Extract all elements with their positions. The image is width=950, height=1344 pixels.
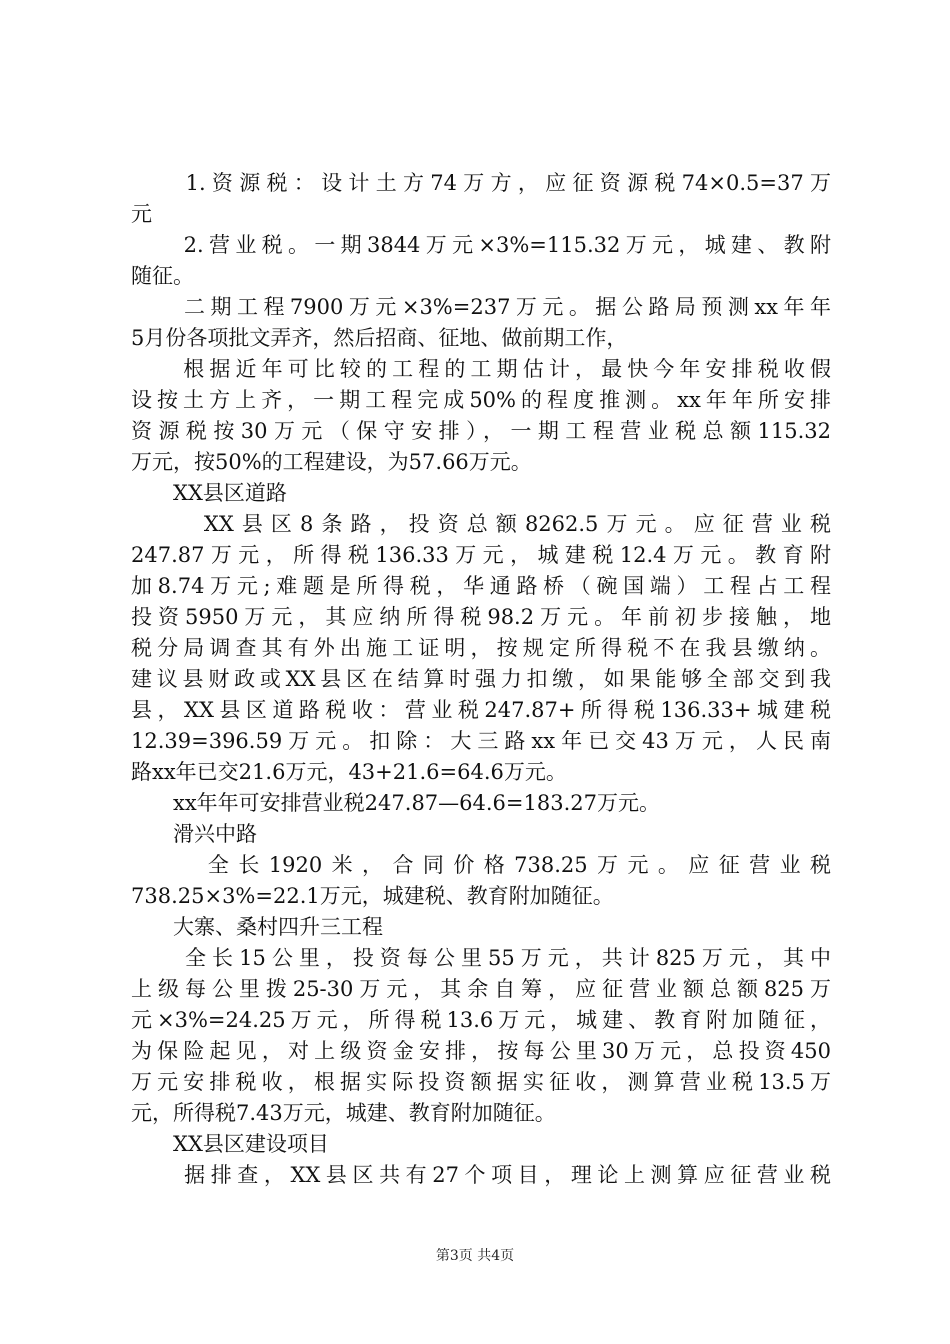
- text-line: 建议县财政或XX县区在结算时强力扣缴，如果能够全部交到我: [131, 667, 831, 691]
- text-line: 税分局调查其有外出施工证明，按规定所得税不在我县缴纳。: [131, 636, 831, 660]
- text-line: 资源税按30万元（保守安排），一期工程营业税总额115.32: [131, 419, 831, 443]
- document-body: [131, 168, 831, 1191]
- text-line: 元×3%=24.25万元，所得税13.6万元，城建、教育附加随征，: [131, 1008, 831, 1032]
- text-line: 1.资源税：设计土方74万方，应征资源税74×0.5=37万: [131, 171, 831, 195]
- text-line: 据排查，XX县区共有27个项目，理论上测算应征营业税: [131, 1163, 831, 1187]
- text-line: 全长15公里，投资每公里55万元，共计825万元，其中: [131, 946, 831, 970]
- text-line: 滑兴中路: [131, 822, 257, 846]
- text-line: 随征。: [131, 264, 194, 288]
- text-line: 投资5950万元，其应纳所得税98.2万元。年前初步接触，地: [131, 605, 831, 629]
- text-line: 元，所得税7.43万元，城建、教育附加随征。: [131, 1101, 556, 1125]
- text-line: 万元，按50%的工程建设，为57.66万元。: [131, 450, 532, 474]
- text-line: 为保险起见，对上级资金安排，按每公里30万元，总投资450: [131, 1039, 831, 1063]
- text-line: XX县区8条路，投资总额8262.5万元。应征营业税: [131, 512, 831, 536]
- text-line: 根据近年可比较的工程的工期估计，最快今年安排税收假: [131, 357, 831, 381]
- text-line: 设按土方上齐，一期工程完成50%的程度推测。xx年年所安排: [131, 388, 831, 412]
- text-line: 5月份各项批文弄齐，然后招商、征地、做前期工作，: [131, 326, 628, 350]
- text-line: 247.87万元，所得税136.33万元，城建税12.4万元。教育附: [131, 543, 831, 567]
- page-footer: 第3页 共4页: [435, 1248, 515, 1264]
- text-line: 12.39=396.59万元。扣除：大三路xx年已交43万元，人民南: [131, 729, 831, 753]
- text-line: XX县区建设项目: [131, 1132, 329, 1156]
- text-line: 元: [131, 202, 152, 226]
- text-line: 738.25×3%=22.1万元，城建税、教育附加随征。: [131, 884, 614, 908]
- text-line: xx年年可安排营业税247.87—64.6=183.27万元。: [131, 791, 660, 815]
- text-line: 万元安排税收，根据实际投资额据实征收，测算营业税13.5万: [131, 1070, 831, 1094]
- text-line: 路xx年已交21.6万元，43+21.6=64.6万元。: [131, 760, 567, 784]
- text-line: 2.营业税。一期3844万元×3%=115.32万元，城建、教附: [131, 233, 831, 257]
- text-line: 大寨、桑村四升三工程: [131, 915, 383, 939]
- text-line: 二期工程7900万元×3%=237万元。据公路局预测xx年年: [131, 295, 831, 319]
- text-line: 上级每公里拨25-30万元，其余自筹，应征营业额总额825万: [131, 977, 831, 1001]
- text-line: XX县区道路: [131, 481, 287, 505]
- text-line: 加8.74万元;难题是所得税，华通路桥（碗国端）工程占工程: [131, 574, 831, 598]
- text-line: 全长1920米，合同价格738.25万元。应征营业税: [131, 853, 831, 877]
- text-line: 县，XX县区道路税收：营业税247.87+所得税136.33+城建税: [131, 698, 831, 722]
